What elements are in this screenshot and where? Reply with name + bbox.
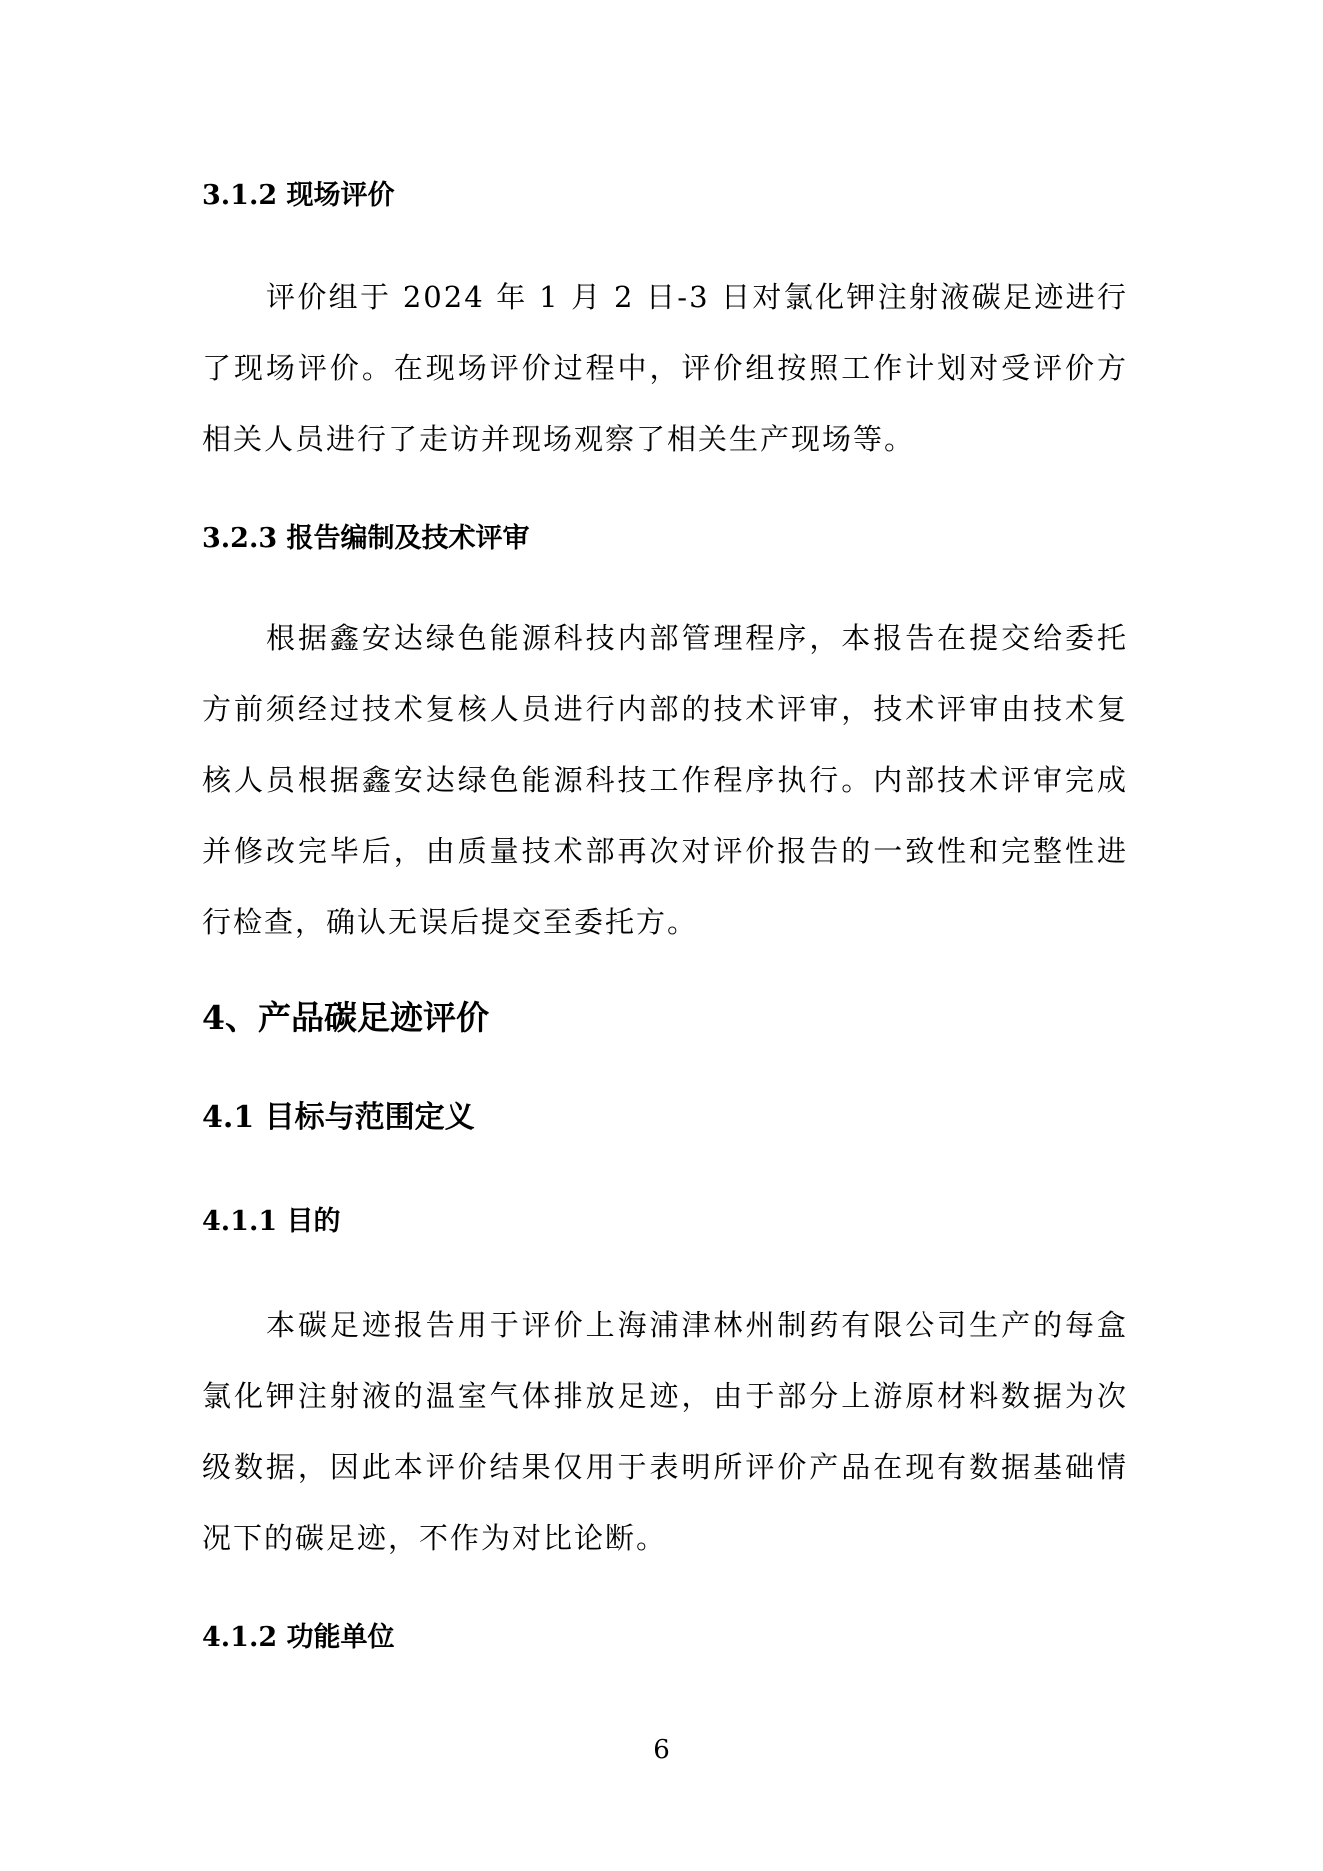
- section-heading-3-1-2: 3.1.2 现场评价: [202, 180, 395, 211]
- section-heading-4-1: 4.1 目标与范围定义: [202, 1100, 475, 1135]
- section-paragraph-3-2-3: 根据鑫安达绿色能源科技内部管理程序，本报告在提交给委托方前须经过技术复核人员进行内部的技术评审，技术评审由技术复核人员根据鑫安达绿色能源科技工作程序执行。内部技术评审完成并修改完毕后，由质量技术部再次对评价报告的一致性和完整性进行检查，确认无误后提交至委托方。: [202, 621, 1128, 939]
- section-paragraph-3-1-2: 评价组于 2024 年 1 月 2 日-3 日对氯化钾注射液碳足迹进行了现场评价。在现场评价过程中，评价组按照工作计划对受评价方相关人员进行了走访并现场观察了相关生产现场等。: [202, 280, 1128, 456]
- section-heading-3-2-3: 3.2.3 报告编制及技术评审: [202, 523, 530, 554]
- section-heading-4: 4、产品碳足迹评价: [202, 998, 489, 1037]
- section-paragraph-4-1-1: 本碳足迹报告用于评价上海浦津林州制药有限公司生产的每盒氯化钾注射液的温室气体排放足迹，由于部分上游原材料数据为次级数据，因此本评价结果仅用于表明所评价产品在现有数据基础情况下的碳足迹，不作为对比论断。: [202, 1308, 1128, 1555]
- section-heading-4-1-1: 4.1.1 目的: [202, 1206, 341, 1237]
- page-number: 6: [653, 1735, 670, 1765]
- section-heading-4-1-2: 4.1.2 功能单位: [202, 1622, 395, 1653]
